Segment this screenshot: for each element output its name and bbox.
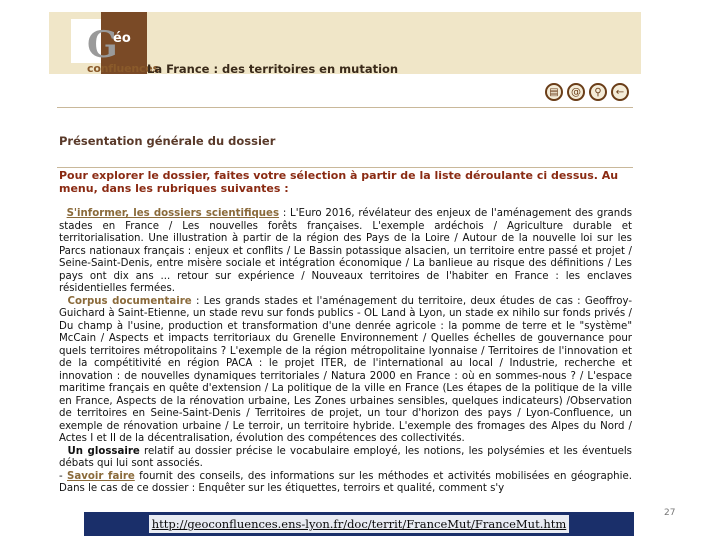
site-title: La France : des territoires en mutation <box>147 62 399 76</box>
corpus-label: Corpus documentaire <box>67 295 192 307</box>
back-arrow-icon[interactable]: ← <box>611 83 629 101</box>
url-band <box>84 512 634 536</box>
savoir-link[interactable]: Savoir faire <box>67 470 135 482</box>
print-icon[interactable]: ▤ <box>545 83 563 101</box>
savoir-paragraph: - Savoir faire fournit des conseils, des informations sur les méthodes et activités mobilisées en géographie. Dans le cas de ce dossier : Enquêter sur les étiquettes, terroirs et qualité, comment s'y <box>59 470 632 494</box>
intro-text: Pour explorer le dossier, faites votre sélection à partir de la liste déroulante ci dessus. Au menu, dans les rubriques suivantes : <box>59 169 619 195</box>
site-header <box>49 12 641 74</box>
savoir-text: fournit des conseils, des informations sur les méthodes et activités mobilisées en géographie. Dans le cas de ce dossier : Enquêter sur les étiquettes, terroirs et qualité, comment s'y <box>59 470 632 494</box>
section-title: Présentation générale du dossier <box>59 134 276 148</box>
divider-top <box>57 107 633 108</box>
informer-paragraph <box>59 208 632 296</box>
informer-text: : L'Euro 2016, révélateur des enjeux de l'aménagement des grands stades en France / Les nouvelles forêts françaises. L'exemple ardéchois / Agriculture durable et territorialisation. Une illustration à partir de la région des Pays de la Loire / Autour de la nouvelle loi sur les Parcs nationaux français : enjeux et conflits / Le Bassin potassique alsacien, un territoire entre passé et projet / Seine-Saint-Denis, entre misère sociale et intégration économique / La banlieue au risque des définitions / Les pays ont dix ans ... retour sur expérience / Nouveaux territoires de l'habiter en France : les enclaves résidentielles fermées. <box>59 208 632 294</box>
glossaire-text: relatif au dossier précise le vocabulaire employé, les notions, les polysémies et les éventuels débats qui lui sont associés. <box>59 445 632 469</box>
web-page-screenshot <box>49 12 641 502</box>
logo-eo-letters: éo <box>113 31 131 46</box>
logo-g-letter: G <box>87 24 118 66</box>
email-icon[interactable]: @ <box>567 83 585 101</box>
source-url-link[interactable]: http://geoconfluences.ens-lyon.fr/doc/territ/FranceMut/FranceMut.htm <box>149 515 570 533</box>
divider-middle <box>57 167 633 168</box>
corpus-paragraph <box>59 296 632 446</box>
corpus-text: : Les grands stades et l'aménagement du territoire, deux études de cas : Geoffroy-Guichard à Saint-Etienne, un stade revu sur fonds publics - OL Land à Lyon, un stade ex nihilo sur fonds privés / Du champ à l'usine, production et transformation d'une denrée agricole : la pomme de terre et le "système" McCain / Aspects et impacts territoriaux du Grenelle Environnement / Quelles échelles de gouvernance pour quels territoires métropolitains ? L'exemple de la région métropolitaine lyonnaise / Territoires de l'innovation et de la compétitivité en région PACA : le projet ITER, de l'international au local / Industrie, recherche et innovation : de nouvelles dynamiques territoriales / Natura 2000 en France : où en sommes-nous ? / L'espace maritime français en quête d'extension / La politique de la ville en France (Les étapes de la politique de la ville en France, Aspects de la rénovation urbaine, Les Zones urbaines sensibles, quelques indicateurs) /Observation de territoires en Seine-Saint-Denis / Territoires de projet, un tour d'horizon des pays / Lyon-Confluence, un exemple de rénovation urbaine / Le terroir, un territoire hybride. L'exemple des fromages des Alpes du Nord / Actes I et II de la décentralisation, évolution des compétences des collectivités. <box>59 295 632 444</box>
glossaire-label: Un glossaire <box>67 445 140 457</box>
logo-wordmark: confluences <box>87 62 159 75</box>
search-icon[interactable]: ⚲ <box>589 83 607 101</box>
glossaire-paragraph <box>59 446 632 471</box>
informer-link[interactable]: S'informer, les dossiers scientifiques <box>66 208 280 219</box>
page-number: 27 <box>664 508 676 518</box>
toolbar <box>545 83 629 101</box>
dossier-content <box>59 208 632 496</box>
